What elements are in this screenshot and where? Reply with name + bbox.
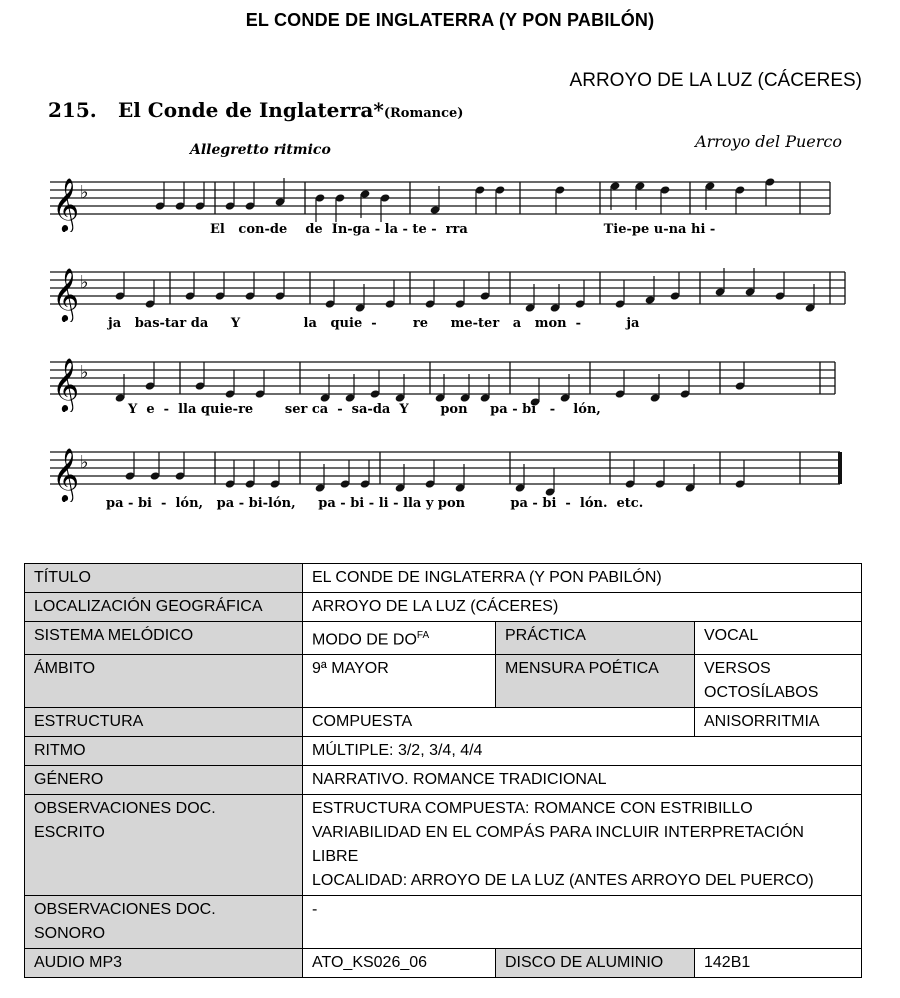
score-subtitle: (Romance) [383, 106, 464, 121]
titulo-label: TÍTULO [25, 564, 303, 593]
document-title: EL CONDE DE INGLATERRA (Y PON PABILÓN) [245, 10, 655, 30]
obs-escrito-value [303, 795, 862, 896]
flat-icon: ♭ [80, 182, 89, 203]
sistema-value-text: MODO DE DO [312, 631, 417, 649]
localizacion-label: LOCALIZACIÓN GEOGRÁFICA [25, 593, 303, 622]
lyrics-line-4: pa - bi - lón, pa - bi-lón, pa - bi - li - lla y pon pa - bi - lón. etc. [106, 496, 644, 511]
mensura-value [695, 655, 862, 708]
mensura-label: MENSURA POÉTICA [496, 655, 695, 708]
genero-label: GÉNERO [25, 766, 303, 795]
table-row [25, 622, 862, 655]
ritmo-value: MÚLTIPLE: 3/2, 3/4, 4/4 [303, 737, 862, 766]
practica-label: PRÁCTICA [496, 622, 695, 655]
ambito-label: ÁMBITO [25, 655, 303, 708]
genero-value: NARRATIVO. ROMANCE TRADICIONAL [303, 766, 862, 795]
treble-clef-icon: 𝄞 [52, 267, 80, 321]
estructura-extra: ANISORRITMIA [695, 708, 862, 737]
mensura-value-line-1: VERSOS [704, 660, 771, 678]
lyrics-line-2: ja bas-tar da Y la quie - re me-ter a mon - ja [108, 316, 640, 331]
table-row [25, 593, 862, 622]
estructura-label: ESTRUCTURA [25, 708, 303, 737]
flat-icon: ♭ [80, 272, 89, 293]
score-place: Arroyo del Puerco [695, 132, 842, 151]
sistema-label: SISTEMA MELÓDICO [25, 622, 303, 655]
obs-escrito-label-line-1: OBSERVACIONES DOC. [34, 800, 216, 818]
obs-escrito-line-1: ESTRUCTURA COMPUESTA: ROMANCE CON ESTRIBILLO [312, 800, 753, 818]
treble-clef-icon: 𝄞 [52, 447, 80, 501]
location-heading: ARROYO DE LA LUZ (CÁCERES) [569, 70, 862, 91]
obs-sonoro-label [25, 896, 303, 949]
table-row [25, 766, 862, 795]
practica-value: VOCAL [695, 622, 862, 655]
table-row [25, 708, 862, 737]
table-row [25, 564, 862, 593]
staff-4 [40, 432, 850, 502]
lyrics-line-1: El con-de de In-ga - la - te - rra Tie-pe u-na hi - [210, 222, 716, 237]
staff-2 [40, 252, 850, 322]
table-row [25, 737, 862, 766]
obs-escrito-line-3: LIBRE [312, 848, 359, 866]
obs-sonoro-label-line-1: OBSERVACIONES DOC. [34, 901, 216, 919]
obs-sonoro-value: - [303, 896, 862, 949]
audio-value: ATO_KS026_06 [303, 949, 496, 978]
sistema-value [303, 622, 496, 655]
disco-label: DISCO DE ALUMINIO [496, 949, 695, 978]
table-row [25, 655, 862, 708]
score-title [118, 98, 463, 122]
audio-label: AUDIO MP3 [25, 949, 303, 978]
flat-icon: ♭ [80, 452, 89, 473]
localizacion-value: ARROYO DE LA LUZ (CÁCERES) [303, 593, 862, 622]
disco-value: 142B1 [695, 949, 862, 978]
lyrics-line-3: Y e - lla quie-re ser ca - sa-da Y pon pa - bi - lón, [128, 402, 601, 417]
obs-escrito-label [25, 795, 303, 896]
metadata-table [24, 563, 862, 978]
mensura-value-line-2: OCTOSÍLABOS [704, 684, 819, 702]
treble-clef-icon: 𝄞 [52, 177, 80, 231]
table-row [25, 795, 862, 896]
obs-escrito-line-4: LOCALIDAD: ARROYO DE LA LUZ (ANTES ARROYO DEL PUERCO) [312, 872, 814, 890]
flat-icon: ♭ [80, 362, 89, 383]
ritmo-label: RITMO [25, 737, 303, 766]
tempo-marking: Allegretto ritmico [190, 142, 331, 158]
table-row [25, 949, 862, 978]
treble-clef-icon: 𝄞 [52, 357, 80, 411]
estructura-value: COMPUESTA [303, 708, 695, 737]
ambito-value: 9ª MAYOR [303, 655, 496, 708]
music-score [40, 98, 870, 528]
score-number: 215. [48, 98, 97, 122]
score-title-text: El Conde de Inglaterra* [118, 98, 384, 122]
obs-escrito-line-2: VARIABILIDAD EN EL COMPÁS PARA INCLUIR INTERPRETACIÓN [312, 824, 804, 842]
obs-sonoro-label-line-2: SONORO [34, 925, 106, 943]
table-row [25, 896, 862, 949]
sistema-superscript: FA [416, 630, 430, 641]
titulo-value: EL CONDE DE INGLATERRA (Y PON PABILÓN) [303, 564, 862, 593]
obs-escrito-label-line-2: ESCRITO [34, 824, 105, 842]
